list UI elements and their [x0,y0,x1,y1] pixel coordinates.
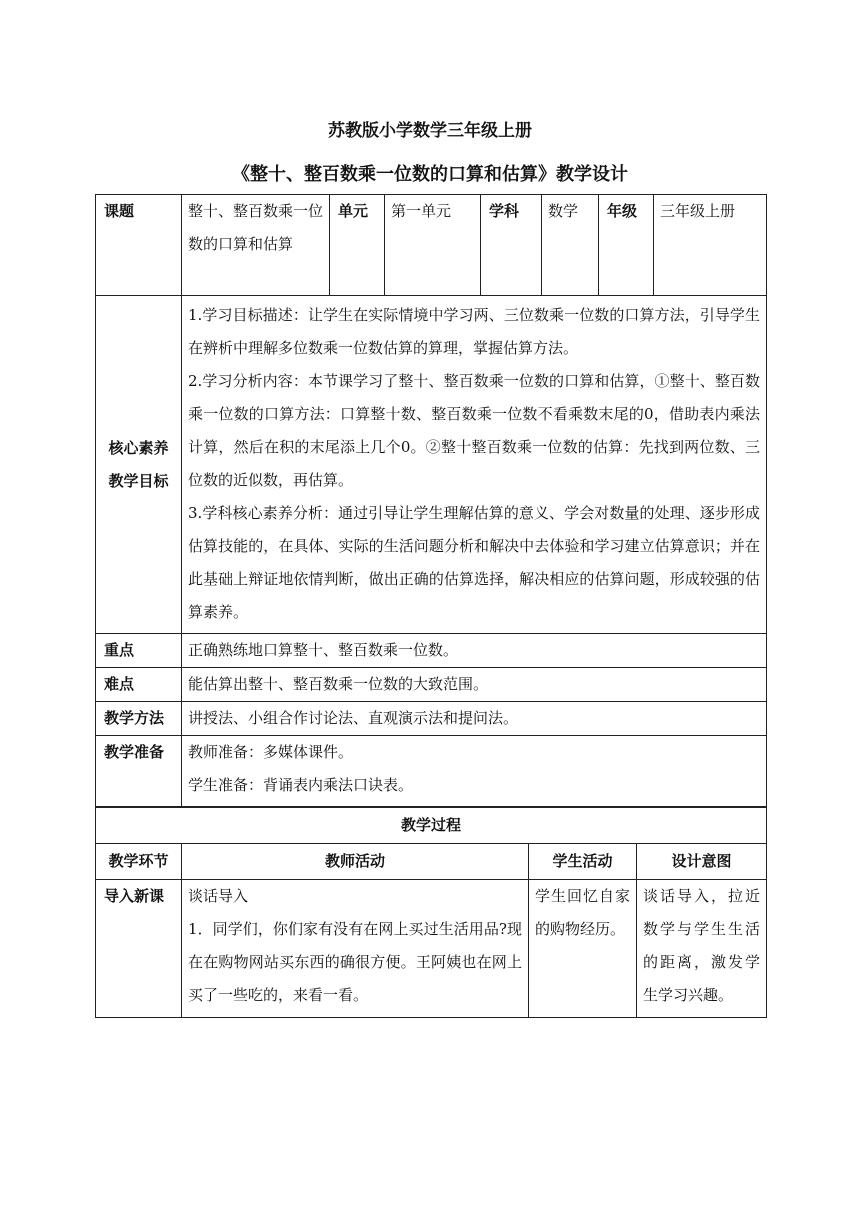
grade-value: 三年级上册 [654,195,767,296]
lesson-info-table [95,194,767,807]
column-header-stage: 教学环节 [96,844,182,880]
process-title: 教学过程 [96,808,767,844]
goals-label-line2: 教学目标 [108,471,169,490]
topic-label: 课题 [96,195,182,296]
prep-content [182,736,767,807]
prep-label: 教学准备 [96,736,182,807]
grade-label: 年级 [599,195,654,296]
difficulty-label: 难点 [96,668,182,702]
method-value: 讲授法、小组合作讨论法、直观演示法和提问法。 [182,702,767,736]
column-header-student: 学生活动 [529,844,637,880]
column-header-intent: 设计意图 [637,844,767,880]
prep-teacher: 教师准备：多媒体课件。 [188,743,354,761]
document-title: 苏教版小学数学三年级上册 [328,121,532,141]
key-point-label: 重点 [96,634,182,668]
subject-label: 学科 [481,195,542,296]
row-teacher-activity [182,880,529,1018]
teacher-activity-heading: 谈话导入 [188,887,249,905]
row-stage: 导入新课 [96,880,182,1018]
row-design-intent: 谈话导入，拉近数学与学生生活的距离，激发学生学习兴趣。 [637,880,767,1018]
teacher-activity-text: 1．同学们，你们家有没有在网上买过生活用品?现在在购物网站买东西的确很方便。王阿姨也在网上买了一些吃的，来看一看。 [188,920,522,1004]
goals-label [96,296,182,634]
row-student-activity: 学生回忆自家的购物经历。 [529,880,637,1018]
process-table [95,807,767,1018]
column-header-teacher: 教师活动 [182,844,529,880]
document-subtitle: 《整十、整百数乘一位数的口算和估算》教学设计 [232,164,628,185]
method-label: 教学方法 [96,702,182,736]
table-row [96,880,767,1018]
unit-value: 第一单元 [385,195,481,296]
difficulty-value: 能估算出整十、整百数乘一位数的大致范围。 [182,668,767,702]
goal-paragraph-3: 3.学科核心素养分析：通过引导让学生理解估算的意义、学会对数量的处理、逐步形成估算技能的，在具体、实际的生活问题分析和解决中去体验和学习建立估算意识；并在此基础上辩证地依情判断，做出正确的估算选择，解决相应的估算问题，形成较强的估算素养。 [188,504,760,621]
subject-value: 数学 [542,195,599,296]
key-point-value: 正确熟练地口算整十、整百数乘一位数。 [182,634,767,668]
goals-label-line1: 核心素养 [108,438,169,457]
goal-paragraph-2: 2.学习分析内容：本节课学习了整十、整百数乘一位数的口算和估算，①整十、整百数乘一位数的口算方法：口算整十数、整百数乘一位数不看乘数末尾的0，借助表内乘法计算，然后在积的末尾添上几个0。②整十整百数乘一位数的估算：先找到两位数、三位数的近似数，再估算。 [188,372,760,489]
goals-content [182,296,767,634]
topic-value: 整十、整百数乘一位数的口算和估算 [182,195,330,296]
unit-label: 单元 [330,195,385,296]
prep-student: 学生准备：背诵表内乘法口诀表。 [188,776,414,794]
goal-paragraph-1: 1.学习目标描述：让学生在实际情境中学习两、三位数乘一位数的口算方法，引导学生在辨析中理解多位数乘一位数估算的算理，掌握估算方法。 [188,306,760,357]
